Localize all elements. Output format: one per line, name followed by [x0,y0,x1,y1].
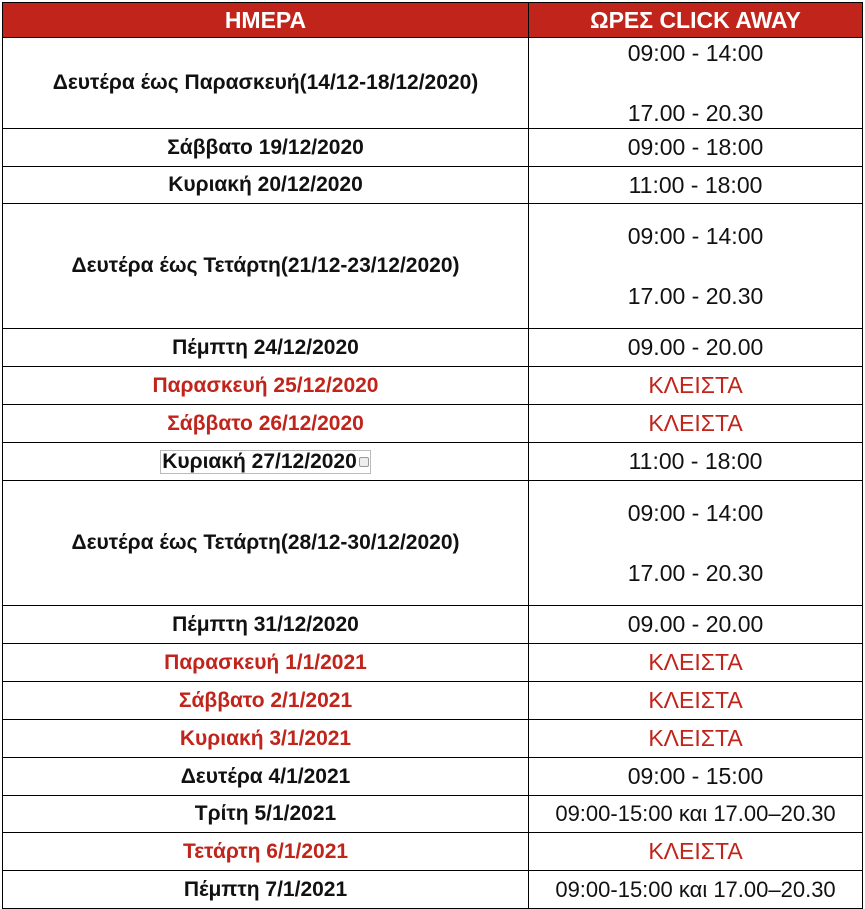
table-row [3,758,863,796]
selected-text-box[interactable] [160,450,371,474]
table-row-closed [3,720,863,758]
day-cell: Τετάρτη 6/1/2021 [3,833,529,871]
day-cell: Πέμπτη 31/12/2020 [3,606,529,644]
day-cell: Πέμπτη 24/12/2020 [3,329,529,367]
day-cell: Παρασκευή 25/12/2020 [3,367,529,405]
table-row [3,443,863,481]
hours-slot: 09:00 - 14:00 [627,500,764,526]
hours-cell [529,481,863,606]
day-cell: Δευτέρα έως Τετάρτη(21/12-23/12/2020) [3,204,529,329]
day-text: Κυριακή 27/12/2020 [162,449,357,473]
header-day: ΗΜΕΡΑ [3,3,529,38]
hours-cell: ΚΛΕΙΣΤΑ [529,720,863,758]
hours-cell: ΚΛΕΙΣΤΑ [529,833,863,871]
hours-cell [529,204,863,329]
hours-cell: ΚΛΕΙΣΤΑ [529,367,863,405]
table-row [3,606,863,644]
hours-cell: 11:00 - 18:00 [529,443,863,481]
day-cell: Κυριακή 20/12/2020 [3,167,529,204]
day-cell [3,443,529,481]
header-row [3,3,863,38]
table-row [3,167,863,204]
hours-slot: 17.00 - 20.30 [627,560,764,586]
hours-cell: 11:00 - 18:00 [529,167,863,204]
hours-cell: ΚΛΕΙΣΤΑ [529,405,863,443]
day-cell: Δευτέρα έως Παρασκευή(14/12-18/12/2020) [3,38,529,129]
comment-marker-icon[interactable] [359,457,369,467]
day-cell: Σάββατο 2/1/2021 [3,682,529,720]
table-row-closed [3,833,863,871]
hours-cell: 09:00-15:00 και 17.00–20.30 [529,796,863,833]
table-row [3,871,863,909]
table-row-closed [3,367,863,405]
day-cell: Παρασκευή 1/1/2021 [3,644,529,682]
day-cell: Κυριακή 3/1/2021 [3,720,529,758]
hours-cell: ΚΛΕΙΣΤΑ [529,682,863,720]
hours-cell: 09.00 - 20.00 [529,329,863,367]
table-row [3,204,863,329]
table-row [3,481,863,606]
hours-slot: 09:00 - 14:00 [627,40,764,66]
hours-cell: 09.00 - 20.00 [529,606,863,644]
day-cell: Σάββατο 26/12/2020 [3,405,529,443]
hours-cell [529,38,863,129]
hours-cell: 09:00 - 15:00 [529,758,863,796]
hours-slot: 09:00 - 14:00 [627,223,764,249]
hours-cell: 09:00-15:00 και 17.00–20.30 [529,871,863,909]
table-row-closed [3,682,863,720]
hours-cell: ΚΛΕΙΣΤΑ [529,644,863,682]
table-row-closed [3,405,863,443]
day-cell: Τρίτη 5/1/2021 [3,796,529,833]
hours-slot: 17.00 - 20.30 [627,100,764,126]
day-cell: Πέμπτη 7/1/2021 [3,871,529,909]
table-row [3,38,863,129]
table-row [3,329,863,367]
header-hours: ΩΡΕΣ CLICK AWAY [529,3,863,38]
table-row [3,796,863,833]
day-cell: Δευτέρα 4/1/2021 [3,758,529,796]
table-row-closed [3,644,863,682]
click-away-schedule-table [2,2,863,909]
day-cell: Σάββατο 19/12/2020 [3,129,529,167]
day-cell: Δευτέρα έως Τετάρτη(28/12-30/12/2020) [3,481,529,606]
hours-cell: 09:00 - 18:00 [529,129,863,167]
hours-slot: 17.00 - 20.30 [627,283,764,309]
table-row [3,129,863,167]
